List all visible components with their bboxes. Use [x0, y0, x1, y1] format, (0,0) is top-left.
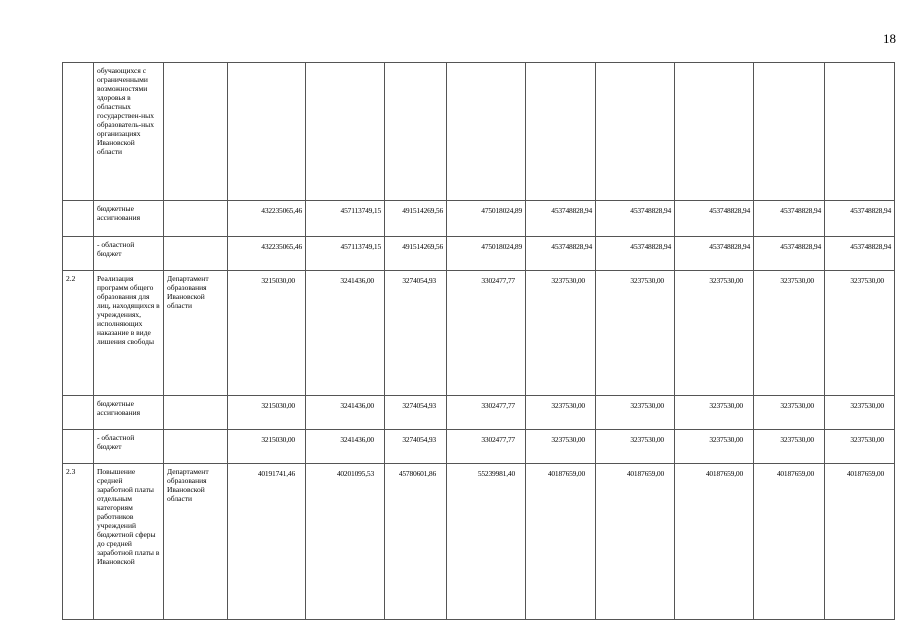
- value-cell: 3237530,00: [825, 396, 895, 430]
- value-cell: 45780601,86: [385, 464, 447, 620]
- value-cell: 3241436,00: [306, 396, 385, 430]
- value-cell: [825, 63, 895, 201]
- value-cell: 3274054,93: [385, 430, 447, 464]
- value-cell: 3241436,00: [306, 430, 385, 464]
- value-cell: 3237530,00: [596, 396, 675, 430]
- value-cell: [385, 63, 447, 201]
- value-cell: 40187659,00: [596, 464, 675, 620]
- value-cell: 3237530,00: [675, 271, 754, 396]
- value-cell: 3215030,00: [228, 430, 306, 464]
- value-cell: 3237530,00: [825, 430, 895, 464]
- value-cell: 3237530,00: [596, 271, 675, 396]
- value-cell: 3237530,00: [526, 396, 596, 430]
- budget-table: [62, 62, 895, 620]
- value-cell: 3237530,00: [526, 271, 596, 396]
- value-cell: 453748828,94: [596, 201, 675, 237]
- value-cell: 453748828,94: [675, 237, 754, 271]
- value-cell: 453748828,94: [675, 201, 754, 237]
- value-cell: 3274054,93: [385, 396, 447, 430]
- row-name: - областной бюджет: [94, 237, 164, 271]
- value-cell: 3302477,77: [447, 271, 526, 396]
- table-row: [63, 430, 895, 464]
- value-cell: 3237530,00: [754, 430, 825, 464]
- row-name: обучающихся с ограниченными возможностями здоровья в областных государствен-ных образователь-ных организациях Ивановской области: [94, 63, 164, 201]
- value-cell: 453748828,94: [754, 237, 825, 271]
- value-cell: 432235065,46: [228, 201, 306, 237]
- value-cell: 3237530,00: [675, 396, 754, 430]
- row-executor: [164, 201, 228, 237]
- value-cell: [447, 63, 526, 201]
- row-index: [63, 63, 94, 201]
- value-cell: 3302477,77: [447, 396, 526, 430]
- value-cell: [596, 63, 675, 201]
- value-cell: [526, 63, 596, 201]
- row-executor: Департамент образования Ивановской области: [164, 464, 228, 620]
- row-name: бюджетные ассигнования: [94, 396, 164, 430]
- value-cell: 491514269,56: [385, 201, 447, 237]
- page-number: 18: [883, 31, 896, 46]
- value-cell: 3237530,00: [825, 271, 895, 396]
- value-cell: 457113749,15: [306, 201, 385, 237]
- value-cell: 3237530,00: [675, 430, 754, 464]
- table-row: [63, 63, 895, 201]
- value-cell: 453748828,94: [526, 201, 596, 237]
- row-index: [63, 201, 94, 237]
- value-cell: 475018024,89: [447, 201, 526, 237]
- row-index: 2.2: [63, 271, 94, 396]
- value-cell: 3237530,00: [526, 430, 596, 464]
- value-cell: 453748828,94: [754, 201, 825, 237]
- row-executor: Департамент образования Ивановской области: [164, 271, 228, 396]
- value-cell: 453748828,94: [596, 237, 675, 271]
- value-cell: 3274054,93: [385, 271, 447, 396]
- value-cell: 3215030,00: [228, 271, 306, 396]
- value-cell: [228, 63, 306, 201]
- value-cell: 3237530,00: [596, 430, 675, 464]
- value-cell: 3302477,77: [447, 430, 526, 464]
- table-row: [63, 201, 895, 237]
- value-cell: 40187659,00: [526, 464, 596, 620]
- value-cell: 3215030,00: [228, 396, 306, 430]
- value-cell: 491514269,56: [385, 237, 447, 271]
- value-cell: 3237530,00: [754, 396, 825, 430]
- value-cell: 453748828,94: [825, 237, 895, 271]
- value-cell: 40187659,00: [825, 464, 895, 620]
- value-cell: 40191741,46: [228, 464, 306, 620]
- value-cell: 453748828,94: [825, 201, 895, 237]
- value-cell: 40201095,53: [306, 464, 385, 620]
- row-name: бюджетные ассигнования: [94, 201, 164, 237]
- row-name: Повышение средней заработной платы отдельным категориям работников учреждений бюджетной сферы до средней заработной платы в Ивановской: [94, 464, 164, 620]
- table-row: [63, 237, 895, 271]
- value-cell: 475018024,89: [447, 237, 526, 271]
- row-index: 2.3: [63, 464, 94, 620]
- value-cell: 55239981,40: [447, 464, 526, 620]
- row-name: Реализация программ общего образования для лиц, находящихся в учреждениях, исполняющих наказание в виде лишения свободы: [94, 271, 164, 396]
- table-row: [63, 396, 895, 430]
- value-cell: 3241436,00: [306, 271, 385, 396]
- value-cell: [754, 63, 825, 201]
- value-cell: [675, 63, 754, 201]
- value-cell: 3237530,00: [754, 271, 825, 396]
- row-executor: [164, 430, 228, 464]
- value-cell: 40187659,00: [675, 464, 754, 620]
- row-executor: [164, 237, 228, 271]
- value-cell: 432235065,46: [228, 237, 306, 271]
- row-executor: [164, 396, 228, 430]
- row-index: [63, 237, 94, 271]
- row-index: [63, 396, 94, 430]
- value-cell: 40187659,00: [754, 464, 825, 620]
- row-executor: [164, 63, 228, 201]
- value-cell: 457113749,15: [306, 237, 385, 271]
- table-row: [63, 464, 895, 620]
- table-row: [63, 271, 895, 396]
- row-name: - областной бюджет: [94, 430, 164, 464]
- row-index: [63, 430, 94, 464]
- value-cell: [306, 63, 385, 201]
- value-cell: 453748828,94: [526, 237, 596, 271]
